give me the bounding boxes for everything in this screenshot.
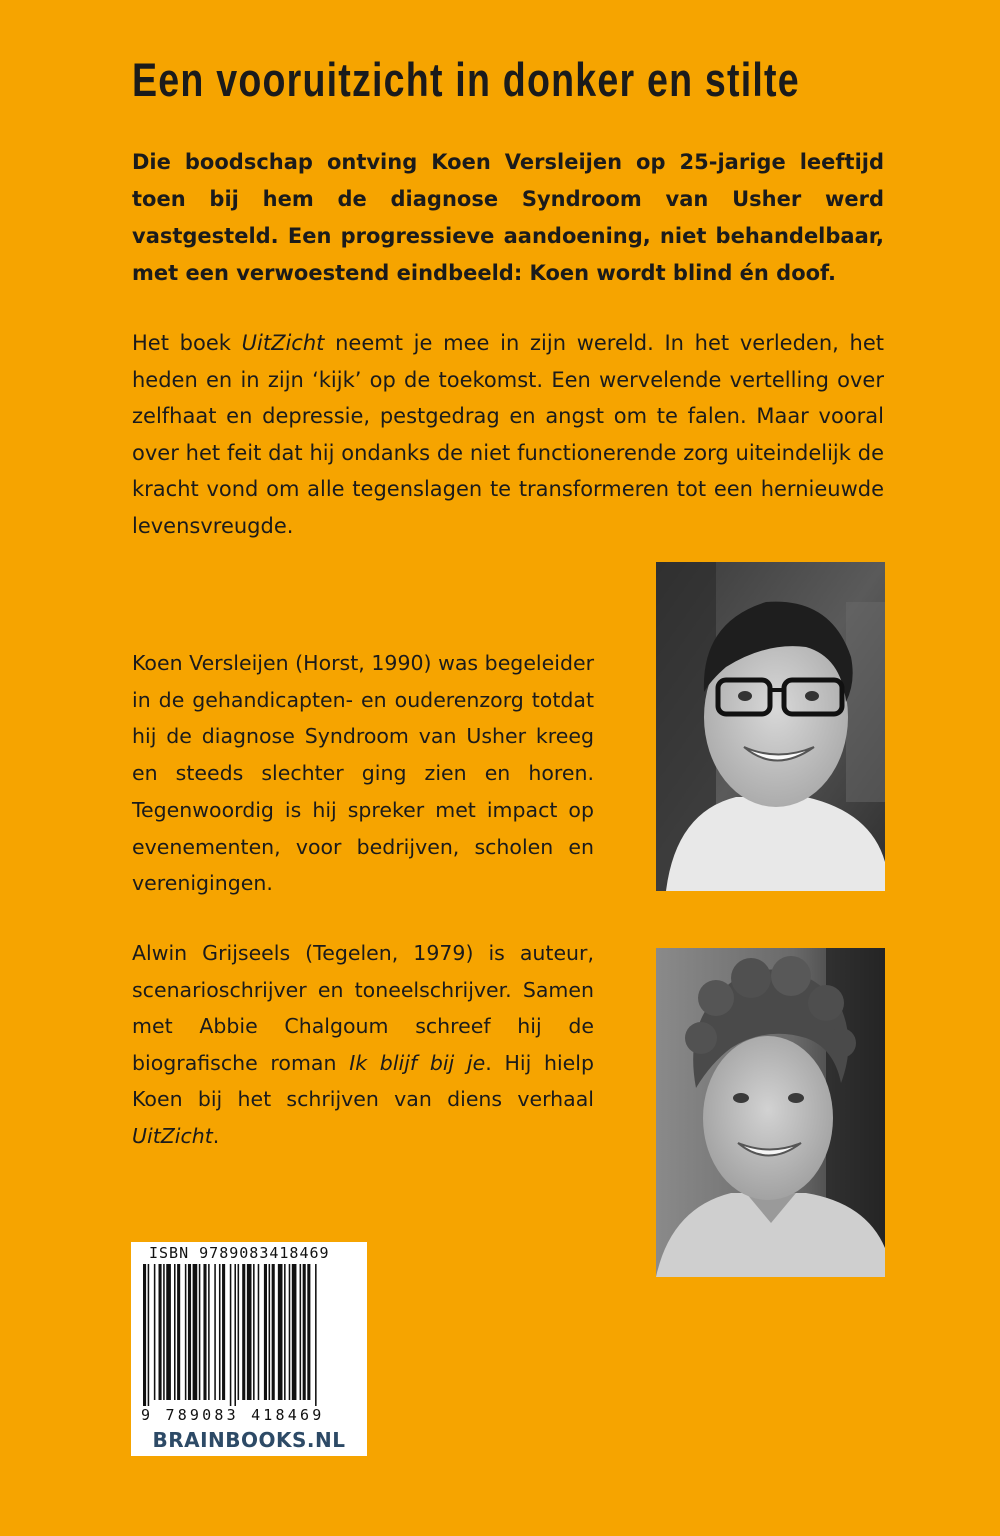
barcode-bar bbox=[272, 1264, 275, 1400]
isbn-barcode-box bbox=[131, 1242, 367, 1456]
isbn-digits: 9 789083 418469 bbox=[141, 1406, 325, 1424]
barcode-bar bbox=[188, 1264, 191, 1400]
barcode-bar bbox=[284, 1264, 286, 1400]
alwin-bio bbox=[132, 935, 594, 1154]
alwin-bio-book-title-italic: UitZicht bbox=[132, 1123, 213, 1148]
barcode-bar bbox=[222, 1264, 225, 1400]
koen-bio: Koen Versleijen (Horst, 1990) was begeleider in de gehandicapten- en ouderenzorg totdat hij de diagnose Syndroom van Usher kreeg en steeds slechter ging zien en horen. Tegenwoordig is hij spreker met impact op evenementen, voor bedrijven, scholen en verenigingen. bbox=[132, 651, 594, 896]
barcode-bar bbox=[214, 1264, 216, 1400]
cover-title: Een vooruitzicht in donker en stilte bbox=[132, 53, 800, 106]
isbn-label: ISBN 9789083418469 bbox=[149, 1244, 330, 1262]
barcode-bar bbox=[143, 1264, 146, 1406]
barcode-bar bbox=[253, 1264, 255, 1400]
barcode-bar bbox=[148, 1264, 150, 1406]
barcode-bar bbox=[300, 1264, 302, 1400]
barcode-bar bbox=[307, 1264, 310, 1400]
barcode-bar bbox=[242, 1264, 245, 1400]
other-book-title-italic: Ik blijf bij je bbox=[349, 1050, 486, 1075]
book-title-italic: UitZicht bbox=[241, 331, 325, 355]
barcode-bar bbox=[303, 1264, 306, 1400]
barcode-bar bbox=[177, 1264, 180, 1400]
barcode-bar bbox=[154, 1264, 156, 1400]
description-text-before: Het boek bbox=[132, 331, 242, 355]
barcode-bar bbox=[203, 1264, 206, 1400]
alwin-bio-part2: . Hij hielp Koen bij het schrijven van diens verhaal bbox=[132, 1050, 594, 1111]
barcode-bar bbox=[219, 1264, 221, 1400]
barcode-bar bbox=[234, 1264, 236, 1406]
lead-paragraph: Die boodschap ontving Koen Versleijen op 25-jarige leeftijd toen bij hem de diagnose Syndroom van Usher werd vastgesteld. Een progressieve aandoening, niet behandelbaar, met een verwoestend eindbeeld: Koen wordt blind én doof. bbox=[132, 150, 884, 285]
barcode-bar bbox=[289, 1264, 291, 1400]
barcode-bar bbox=[258, 1264, 260, 1400]
barcode-bar bbox=[163, 1264, 165, 1400]
barcode-bar bbox=[166, 1264, 171, 1400]
description-text-after: neemt je mee in zijn wereld. In het verleden, het heden en in zijn ‘kijk’ op de toekomst. Een wervelende vertelling over zelfhaat en depressie, pestgedrag en angst om te falen. Maar vooral over het feit dat hij ondanks de niet functionerende zorg uiteindelijk de kracht vond om alle tegenslagen te transformeren tot een hernieuwde levensvreugde. bbox=[132, 331, 884, 538]
barcode-bar bbox=[278, 1264, 283, 1400]
barcode-bar bbox=[199, 1264, 201, 1400]
barcode-bar bbox=[174, 1264, 176, 1400]
barcode-bar bbox=[208, 1264, 210, 1400]
description-paragraph bbox=[132, 325, 884, 544]
barcode-bar bbox=[238, 1264, 240, 1400]
barcode-bar bbox=[247, 1264, 252, 1400]
barcode-bar bbox=[230, 1264, 232, 1406]
barcode-bar bbox=[185, 1264, 187, 1400]
barcode-bar bbox=[193, 1264, 198, 1400]
barcode-icon bbox=[141, 1264, 357, 1406]
barcode-bar bbox=[264, 1264, 267, 1400]
koen-portrait-photo bbox=[656, 562, 885, 891]
publisher-name: BRAINBOOKS.NL bbox=[152, 1428, 346, 1452]
alwin-bio-part1: Alwin Grijseels (Tegelen, 1979) is auteur, scenarioschrijver en toneelschrijver. Samen met Abbie Chalgoum schreef hij de biografische roman bbox=[132, 941, 594, 1075]
barcode-bar bbox=[159, 1264, 162, 1400]
barcode-bar bbox=[315, 1264, 317, 1406]
alwin-portrait-photo bbox=[656, 948, 885, 1277]
alwin-bio-part3: . bbox=[212, 1123, 220, 1148]
barcode-bar bbox=[269, 1264, 271, 1400]
barcode-bar bbox=[292, 1264, 297, 1400]
